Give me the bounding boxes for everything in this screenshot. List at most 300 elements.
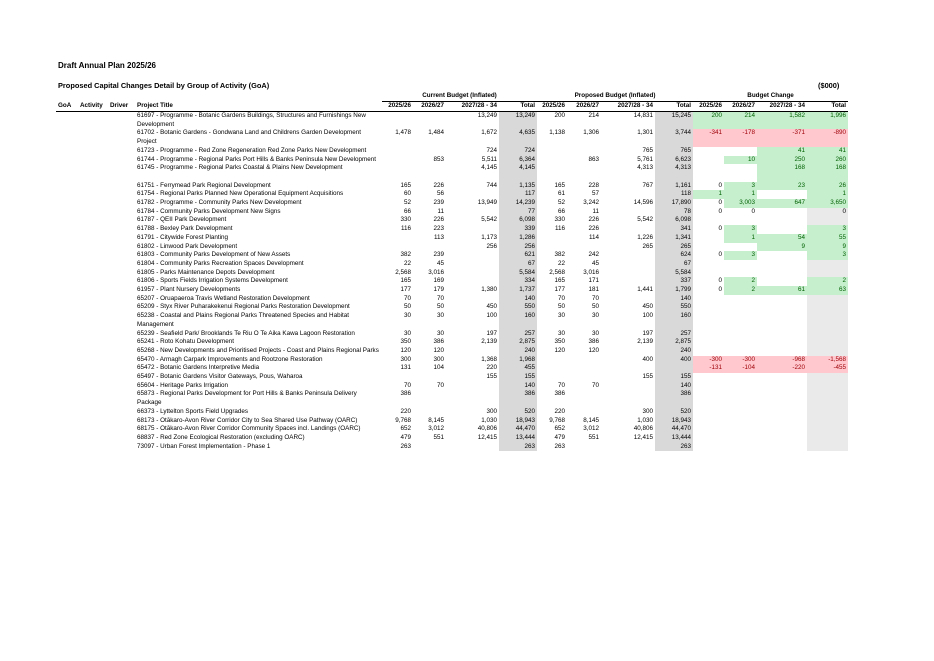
cur-value-cell: 386	[499, 390, 537, 407]
prop-value-cell: 30	[558, 329, 566, 337]
activity-cell	[78, 330, 108, 339]
prop-value-cell: 5,542	[637, 216, 654, 224]
activity-cell	[78, 382, 108, 391]
prop-value-cell: 652	[554, 425, 566, 433]
cur-value-cell: 104	[433, 364, 444, 372]
cur-value-cell: 66	[403, 207, 411, 215]
project-title-cell: 61787 - QEII Park Development	[137, 216, 227, 224]
prop-value-cell: 114	[588, 233, 600, 241]
driver-cell	[108, 312, 135, 329]
prop-value-cell: 1,341	[655, 234, 693, 243]
cur-value-cell	[446, 295, 499, 304]
cur-value-cell	[446, 390, 499, 407]
activity-cell	[78, 199, 108, 208]
chg-value-cell: -131	[693, 364, 724, 373]
chg-value-cell	[807, 443, 848, 452]
table-row	[56, 251, 848, 260]
cur-value-cell: 165	[400, 277, 411, 285]
prop-value-cell: 4,313	[655, 164, 693, 181]
table-subtitle: Proposed Capital Changes Detail by Group of Activity (GoA)	[58, 81, 270, 90]
goa-cell	[56, 408, 78, 417]
goa-cell	[56, 347, 78, 356]
chg-value-cell	[757, 260, 807, 269]
cur-value-cell: 300	[400, 355, 411, 363]
cur-value-cell: 155	[486, 373, 497, 381]
table-row	[56, 417, 848, 426]
chg-value-cell	[807, 260, 848, 269]
cur-value-cell: 113	[433, 233, 444, 241]
chg-value-cell	[693, 243, 724, 252]
prop-value-cell	[537, 364, 567, 373]
prop-value-cell: 265	[642, 242, 654, 250]
cur-value-cell: 263	[400, 442, 411, 450]
chg-value-cell: -455	[807, 364, 848, 373]
prop-value-cell: 3,012	[583, 425, 600, 433]
cur-value-cell: 169	[433, 277, 444, 285]
chg-value-cell	[724, 417, 757, 426]
chg-value-cell	[693, 295, 724, 304]
chg-value-cell	[757, 216, 807, 225]
chg-value-cell	[724, 408, 757, 417]
prop-value-cell: 61	[558, 190, 566, 198]
cur-value-cell: 350	[400, 338, 411, 346]
cur-value-cell: 2,139	[481, 338, 497, 346]
goa-cell	[56, 425, 78, 434]
table-body	[56, 112, 848, 452]
prop-value-cell: 18,943	[655, 417, 693, 426]
chg-value-cell: 1	[693, 190, 724, 199]
prop-value-cell	[537, 156, 567, 165]
prop-value-cell	[567, 243, 601, 252]
chg-value-cell: 0	[718, 207, 723, 215]
prop-value-cell: 2,139	[637, 338, 654, 346]
chg-value-cell: 250	[757, 156, 807, 165]
chg-value-cell: 23	[757, 182, 807, 191]
cur-value-cell: 30	[403, 312, 411, 320]
cur-value-cell: 220	[486, 364, 497, 372]
cur-value-cell: 67	[499, 260, 537, 269]
chg-value-cell: 10	[724, 156, 757, 165]
chg-value-cell: 1,582	[757, 112, 807, 130]
proposed-budget-header: Proposed Budget (Inflated)	[537, 92, 693, 102]
cur-value-cell: 2,568	[395, 268, 411, 276]
goa-cell	[56, 356, 78, 365]
cur-value-cell: 339	[499, 225, 537, 234]
goa-cell	[56, 269, 78, 278]
chg-value-cell	[724, 260, 757, 269]
chg-value-cell: -1,568	[807, 356, 848, 365]
prop-value-cell: 1,226	[637, 233, 654, 241]
prop-value-cell: 479	[554, 434, 566, 441]
col-header-cur-2027-34: 2027/28 - 34	[446, 102, 499, 112]
chg-value-cell	[757, 303, 807, 312]
prop-value-cell: 11	[592, 207, 600, 215]
prop-value-cell: 765	[655, 147, 693, 156]
project-title-cell: 61803 - Community Parks Development of New Assets	[137, 251, 291, 259]
project-title-cell: 61788 - Bexley Park Development	[137, 225, 233, 233]
table-row	[56, 390, 848, 407]
table-row	[56, 434, 848, 443]
col-header-prop-2027-34: 2027/28 - 34	[601, 102, 655, 112]
cur-value-cell: 382	[400, 251, 411, 259]
prop-value-cell: 240	[655, 347, 693, 356]
chg-value-cell	[693, 260, 724, 269]
chg-value-cell	[807, 216, 848, 225]
cur-value-cell: 744	[486, 181, 497, 189]
chg-value-cell	[807, 390, 848, 407]
chg-value-cell	[693, 434, 724, 443]
chg-value-cell: 61	[757, 286, 807, 295]
chg-value-cell: 3	[724, 225, 757, 234]
goa-cell	[56, 417, 78, 426]
cur-value-cell: 220	[400, 407, 411, 415]
chg-value-cell	[807, 295, 848, 304]
chg-value-cell: 0	[718, 286, 723, 294]
cur-value-cell: 50	[403, 303, 411, 311]
table-row	[56, 382, 848, 391]
activity-cell	[78, 225, 108, 234]
driver-cell	[108, 434, 135, 443]
chg-value-cell	[724, 434, 757, 443]
chg-value-cell: 0	[718, 277, 723, 285]
goa-cell	[56, 225, 78, 234]
cur-value-cell: 2,875	[499, 338, 537, 347]
table-row	[56, 243, 848, 252]
goa-cell	[56, 251, 78, 260]
col-header-chg-2026: 2026/27	[724, 102, 757, 112]
chg-value-cell	[693, 156, 724, 165]
cur-value-cell	[446, 251, 499, 260]
prop-value-cell	[601, 269, 655, 278]
cur-value-cell: 30	[436, 329, 444, 337]
prop-value-cell	[601, 251, 655, 260]
chg-value-cell	[757, 425, 807, 434]
prop-value-cell: 160	[655, 312, 693, 329]
col-header-activity: Activity	[78, 102, 108, 112]
goa-cell	[56, 234, 78, 243]
chg-value-cell	[693, 347, 724, 356]
col-header-cur-total: Total	[499, 102, 537, 112]
prop-value-cell: 386	[588, 338, 600, 346]
cur-value-cell: 13,444	[499, 434, 537, 443]
prop-value-cell: 30	[592, 312, 600, 320]
cur-value-cell: 4,635	[499, 129, 537, 146]
project-title-cell: 61805 - Parks Maintenance Depots Development	[137, 268, 275, 276]
driver-cell	[108, 260, 135, 269]
cur-value-cell: 131	[400, 364, 411, 372]
activity-cell	[78, 182, 108, 191]
prop-value-cell	[601, 390, 655, 407]
project-title-cell: 61806 - Sports Fields Irrigation Systems Development	[137, 277, 288, 285]
prop-value-cell: 765	[642, 146, 654, 154]
prop-value-cell: 17,890	[655, 199, 693, 208]
driver-cell	[108, 216, 135, 225]
chg-value-cell	[757, 277, 807, 286]
project-title-cell: 61702 - Botanic Gardens - Gondwana Land and Childrens Garden Development Project	[137, 129, 362, 146]
cur-value-cell: 165	[400, 181, 411, 189]
prop-value-cell: 14,596	[633, 199, 654, 207]
units-label: ($000)	[818, 81, 840, 90]
prop-value-cell: 66	[558, 207, 566, 215]
project-title-cell: 61723 - Programme - Red Zone Regeneration Red Zone Parks New Development	[137, 146, 367, 154]
goa-cell	[56, 208, 78, 217]
chg-value-cell	[757, 373, 807, 382]
goa-cell	[56, 129, 78, 146]
activity-cell	[78, 286, 108, 295]
cur-value-cell: 4,145	[499, 164, 537, 181]
activity-cell	[78, 390, 108, 407]
project-title-cell: 61804 - Community Parks Recreation Spaces Development	[137, 259, 304, 267]
prop-value-cell: 5,584	[655, 269, 693, 278]
cur-value-cell: 140	[499, 382, 537, 391]
driver-cell	[108, 190, 135, 199]
prop-value-cell: 181	[588, 286, 600, 294]
prop-value-cell	[537, 164, 567, 181]
goa-cell	[56, 303, 78, 312]
chg-value-cell: 41	[807, 147, 848, 156]
activity-cell	[78, 364, 108, 373]
goa-cell	[56, 156, 78, 165]
prop-value-cell	[601, 208, 655, 217]
cur-value-cell: 60	[403, 190, 411, 198]
col-header-driver: Driver	[108, 102, 135, 112]
project-title-cell: 61697 - Programme - Botanic Gardens Buildings, Structures and Furnishings New Development	[137, 112, 366, 128]
prop-value-cell	[601, 364, 655, 373]
cur-value-cell: 77	[499, 208, 537, 217]
prop-value-cell	[567, 147, 601, 156]
chg-value-cell	[693, 408, 724, 417]
table-row	[56, 216, 848, 225]
table-row	[56, 199, 848, 208]
activity-cell	[78, 434, 108, 443]
goa-cell	[56, 338, 78, 347]
prop-value-cell: 6,098	[655, 216, 693, 225]
table-row	[56, 286, 848, 295]
prop-value-cell: 120	[554, 346, 566, 354]
cur-value-cell	[413, 164, 446, 181]
table-row	[56, 338, 848, 347]
activity-cell	[78, 243, 108, 252]
chg-value-cell: -300	[693, 356, 724, 365]
prop-value-cell: 257	[655, 330, 693, 339]
cur-value-cell: 853	[433, 155, 444, 163]
activity-cell	[78, 417, 108, 426]
project-title-cell: 61957 - Plant Nursery Developments	[137, 286, 241, 294]
activity-cell	[78, 303, 108, 312]
chg-value-cell: 168	[757, 164, 807, 181]
goa-cell	[56, 199, 78, 208]
driver-cell	[108, 234, 135, 243]
cur-value-cell: 550	[499, 303, 537, 312]
prop-value-cell: 50	[558, 303, 566, 311]
cur-value-cell: 1,368	[481, 355, 497, 363]
prop-value-cell	[537, 147, 567, 156]
cur-value-cell: 330	[400, 216, 411, 224]
cur-value-cell: 13,249	[499, 112, 537, 130]
prop-value-cell: 386	[554, 390, 566, 398]
document-title: Draft Annual Plan 2025/26	[58, 61, 156, 70]
driver-cell	[108, 356, 135, 365]
prop-value-cell: 155	[655, 373, 693, 382]
table-row	[56, 112, 848, 130]
cur-value-cell	[382, 373, 413, 382]
prop-value-cell: 57	[592, 190, 600, 198]
project-title-cell: 65241 - Roto Kohatu Development	[137, 338, 234, 346]
cur-value-cell	[413, 373, 446, 382]
prop-value-cell	[601, 295, 655, 304]
goa-cell	[56, 312, 78, 329]
chg-value-cell	[724, 312, 757, 329]
goa-cell	[56, 382, 78, 391]
chg-value-cell: 3	[724, 251, 757, 260]
cur-value-cell: 100	[486, 312, 497, 320]
cur-value-cell: 22	[403, 259, 411, 267]
prop-value-cell: 220	[554, 407, 566, 415]
chg-value-cell: 1	[724, 234, 757, 243]
cur-value-cell	[413, 112, 446, 130]
activity-cell	[78, 190, 108, 199]
chg-value-cell	[757, 269, 807, 278]
cur-value-cell: 455	[499, 364, 537, 373]
cur-value-cell: 3,012	[428, 425, 444, 433]
prop-value-cell: 520	[655, 408, 693, 417]
activity-cell	[78, 356, 108, 365]
driver-cell	[108, 164, 135, 181]
cur-value-cell: 5,511	[481, 155, 497, 163]
cur-value-cell: 334	[499, 277, 537, 286]
chg-value-cell: 63	[807, 286, 848, 295]
driver-cell	[108, 425, 135, 434]
goa-cell	[56, 434, 78, 443]
prop-value-cell: 4,313	[637, 164, 654, 172]
budget-change-header: Budget Change	[693, 92, 848, 102]
prop-value-cell: 70	[558, 294, 566, 302]
table-row	[56, 408, 848, 417]
chg-value-cell	[693, 147, 724, 156]
chg-value-cell	[724, 425, 757, 434]
table-row	[56, 182, 848, 191]
chg-value-cell	[724, 164, 757, 181]
activity-cell	[78, 277, 108, 286]
activity-cell	[78, 251, 108, 260]
chg-value-cell	[693, 269, 724, 278]
prop-value-cell	[601, 347, 655, 356]
table-row	[56, 330, 848, 339]
chg-value-cell	[693, 373, 724, 382]
prop-value-cell: 30	[592, 329, 600, 337]
table-row	[56, 443, 848, 452]
cur-value-cell: 70	[403, 381, 411, 389]
prop-value-cell: 400	[655, 356, 693, 365]
group-header-row	[56, 92, 848, 102]
cur-value-cell: 13,249	[477, 112, 497, 119]
cur-value-cell: 6,364	[499, 156, 537, 165]
chg-value-cell	[807, 330, 848, 339]
prop-value-cell: 30	[558, 312, 566, 320]
chg-value-cell: 1	[807, 190, 848, 199]
prop-value-cell: 350	[554, 338, 566, 346]
chg-value-cell	[724, 330, 757, 339]
goa-cell	[56, 390, 78, 407]
chg-value-cell	[807, 425, 848, 434]
goa-cell	[56, 190, 78, 199]
activity-cell	[78, 269, 108, 278]
chg-value-cell	[757, 417, 807, 426]
prop-value-cell: 22	[558, 259, 566, 267]
chg-value-cell	[693, 312, 724, 329]
column-header-row	[56, 102, 848, 112]
chg-value-cell	[807, 312, 848, 329]
goa-cell	[56, 260, 78, 269]
chg-value-cell	[807, 269, 848, 278]
chg-value-cell	[807, 347, 848, 356]
driver-cell	[108, 199, 135, 208]
chg-value-cell	[807, 434, 848, 443]
prop-value-cell: 1,301	[637, 129, 654, 137]
activity-cell	[78, 312, 108, 329]
activity-cell	[78, 260, 108, 269]
col-header-project-title: Project Title	[135, 102, 382, 112]
prop-value-cell: 450	[642, 303, 654, 311]
cur-value-cell: 52	[403, 199, 411, 207]
activity-cell	[78, 156, 108, 165]
prop-value-cell	[537, 373, 567, 382]
chg-value-cell: 2	[724, 286, 757, 295]
driver-cell	[108, 338, 135, 347]
chg-value-cell: -890	[807, 129, 848, 146]
driver-cell	[108, 408, 135, 417]
driver-cell	[108, 208, 135, 217]
chg-value-cell: 26	[807, 182, 848, 191]
prop-value-cell: 382	[554, 251, 566, 259]
cur-value-cell	[382, 234, 413, 243]
col-header-prop-2025: 2025/26	[537, 102, 567, 112]
prop-value-cell: 1,799	[655, 286, 693, 295]
driver-cell	[108, 277, 135, 286]
cur-value-cell: 263	[499, 443, 537, 452]
prop-value-cell: 228	[588, 181, 600, 189]
project-title-cell: 61791 - Citywide Forest Planting	[137, 233, 229, 241]
chg-value-cell	[724, 382, 757, 391]
prop-value-cell: 9,768	[549, 416, 566, 424]
cur-value-cell: 40,806	[477, 425, 497, 433]
driver-cell	[108, 364, 135, 373]
chg-value-cell	[693, 390, 724, 407]
activity-cell	[78, 216, 108, 225]
cur-value-cell	[446, 225, 499, 234]
prop-value-cell: 1,138	[549, 129, 566, 137]
chg-value-cell	[693, 303, 724, 312]
chg-value-cell: 0	[718, 199, 723, 207]
cur-value-cell: 13,949	[477, 199, 497, 207]
prop-value-cell	[601, 382, 655, 391]
chg-value-cell: 9	[807, 243, 848, 252]
chg-value-cell: 3	[807, 225, 848, 234]
prop-value-cell: 300	[642, 407, 654, 415]
chg-value-cell	[757, 390, 807, 407]
prop-value-cell: 165	[554, 277, 566, 285]
chg-value-cell	[724, 347, 757, 356]
chg-value-cell: 0	[751, 207, 756, 215]
project-title-cell: 65497 - Botanic Gardens Visitor Gateways, Pous, Waharoa	[137, 373, 303, 381]
activity-cell	[78, 129, 108, 146]
activity-cell	[78, 208, 108, 217]
prop-value-cell	[567, 164, 601, 181]
table-row	[56, 208, 848, 217]
prop-value-cell: 171	[588, 277, 600, 285]
chg-value-cell: 168	[807, 164, 848, 181]
project-title-cell: 73097 - Urban Forest Implementation - Phase 1	[137, 442, 271, 450]
